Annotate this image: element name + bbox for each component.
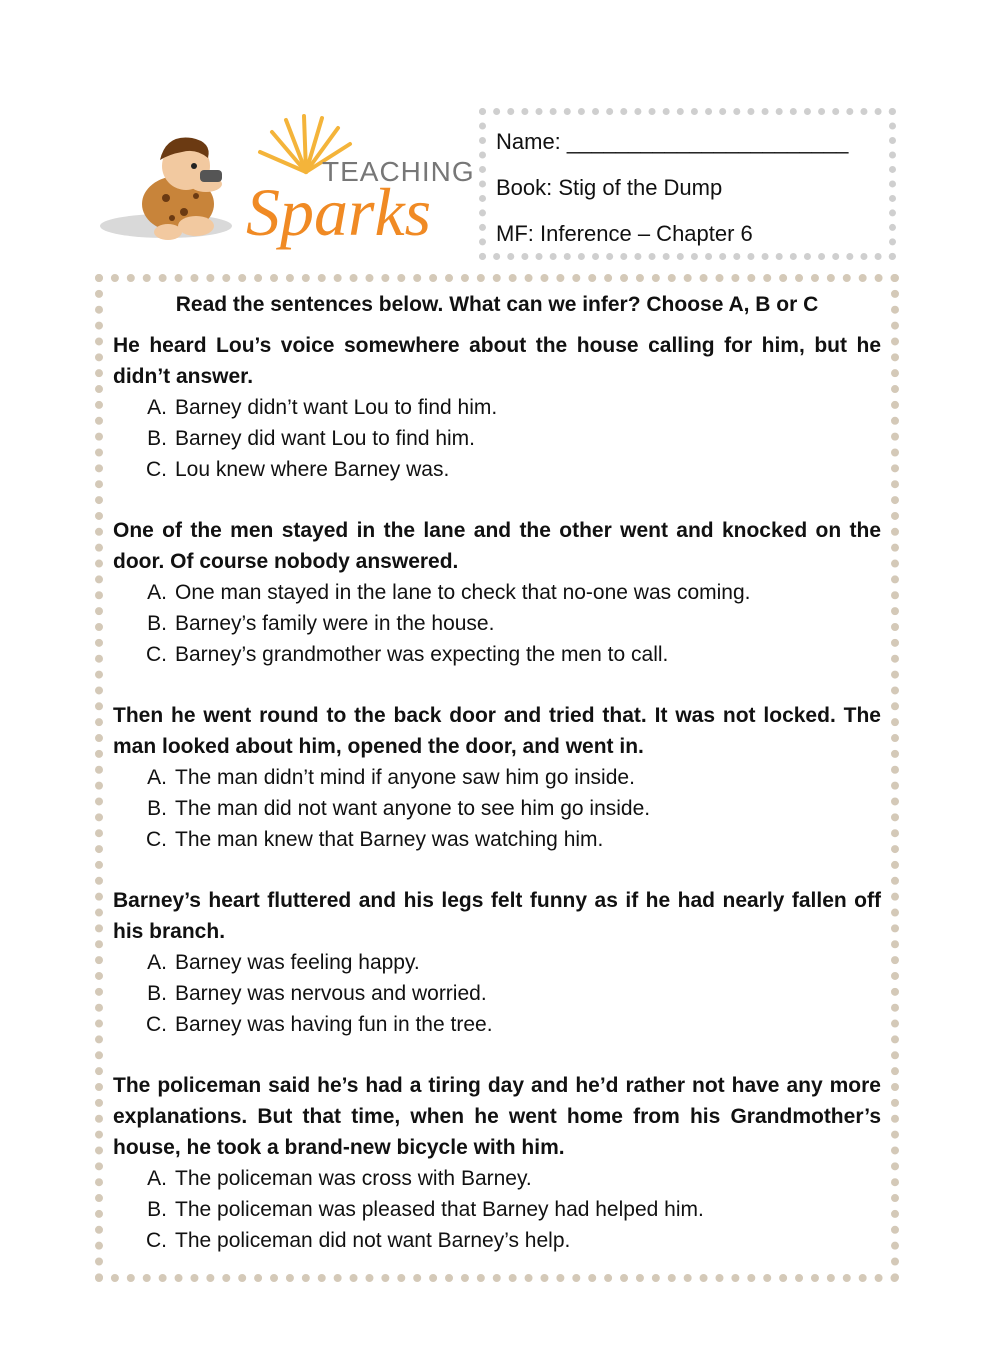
option-a[interactable] [113, 1163, 881, 1194]
option-text: The man knew that Barney was watching him. [175, 828, 604, 851]
option-text: Barney was feeling happy. [175, 951, 420, 974]
option-b[interactable] [113, 423, 881, 454]
mf-line: MF: Inference – Chapter 6 [496, 221, 753, 246]
option-text: Barney did want Lou to find him. [175, 427, 476, 450]
book-line: Book: Stig of the Dump [496, 175, 723, 200]
option-c[interactable] [113, 1225, 881, 1256]
option-letter: C. [146, 643, 167, 666]
question-text: One of the men stayed in the lane and the other went and knocked on the door. Of course nobody answered. [113, 519, 881, 573]
option-text: Barney didn’t want Lou to find him. [175, 396, 498, 419]
logo-teaching-text: TEACHING [322, 156, 475, 187]
option-a[interactable] [113, 577, 881, 608]
option-letter: C. [146, 1229, 167, 1252]
option-text: Barney’s family were in the house. [175, 612, 495, 635]
option-text: Lou knew where Barney was. [175, 458, 450, 481]
option-b[interactable] [113, 608, 881, 639]
option-c[interactable] [113, 454, 881, 485]
worksheet-box [95, 274, 899, 1282]
option-letter: C. [146, 458, 167, 481]
option-a[interactable] [113, 762, 881, 793]
question-1 [113, 330, 881, 485]
option-text: Barney was nervous and worried. [175, 982, 487, 1005]
option-b[interactable] [113, 793, 881, 824]
question-text: He heard Lou’s voice somewhere about the house calling for him, but he didn’t answer. [113, 334, 881, 388]
option-letter: A. [147, 1167, 167, 1190]
option-letter: B. [147, 427, 167, 450]
name-line[interactable]: Name: _______________________ [496, 129, 849, 154]
option-letter: B. [147, 982, 167, 1005]
question-5 [113, 1070, 881, 1256]
option-text: One man stayed in the lane to check that no-one was coming. [175, 581, 751, 604]
option-letter: B. [147, 1198, 167, 1221]
question-text: The policeman said he’s had a tiring day and he’d rather not have any more explanations. But that time, when he went home from his Grandmother’s house, he took a brand-new bicycle with him. [113, 1074, 881, 1159]
question-3 [113, 700, 881, 855]
option-letter: C. [146, 1013, 167, 1036]
option-letter: A. [147, 396, 167, 419]
option-text: The policeman was pleased that Barney had helped him. [175, 1198, 704, 1221]
option-text: The man did not want anyone to see him go inside. [175, 797, 651, 820]
question-4 [113, 885, 881, 1040]
option-letter: A. [147, 766, 167, 789]
option-text: The policeman did not want Barney’s help. [175, 1229, 571, 1252]
option-letter: A. [147, 581, 167, 604]
option-letter: C. [146, 828, 167, 851]
option-text: The man didn’t mind if anyone saw him go inside. [175, 766, 635, 789]
option-c[interactable] [113, 639, 881, 670]
question-text: Then he went round to the back door and tried that. It was not locked. The man looked about him, opened the door, and went in. [113, 704, 881, 758]
logo-sparks-text: Sparks [246, 174, 432, 250]
instructions: Read the sentences below. What can we infer? Choose A, B or C [175, 293, 819, 316]
question-2 [113, 515, 881, 670]
option-letter: A. [147, 951, 167, 974]
student-info-box [479, 108, 896, 260]
option-a[interactable] [113, 392, 881, 423]
option-letter: B. [147, 612, 167, 635]
option-text: Barney was having fun in the tree. [175, 1013, 493, 1036]
option-c[interactable] [113, 824, 881, 855]
option-b[interactable] [113, 978, 881, 1009]
option-b[interactable] [113, 1194, 881, 1225]
option-text: The policeman was cross with Barney. [175, 1167, 532, 1190]
option-text: Barney’s grandmother was expecting the men to call. [175, 643, 669, 666]
question-text: Barney’s heart fluttered and his legs felt funny as if he had nearly fallen off his branch. [113, 889, 881, 943]
option-a[interactable] [113, 947, 881, 978]
teaching-sparks-logo [96, 108, 475, 258]
option-c[interactable] [113, 1009, 881, 1040]
option-letter: B. [147, 797, 167, 820]
